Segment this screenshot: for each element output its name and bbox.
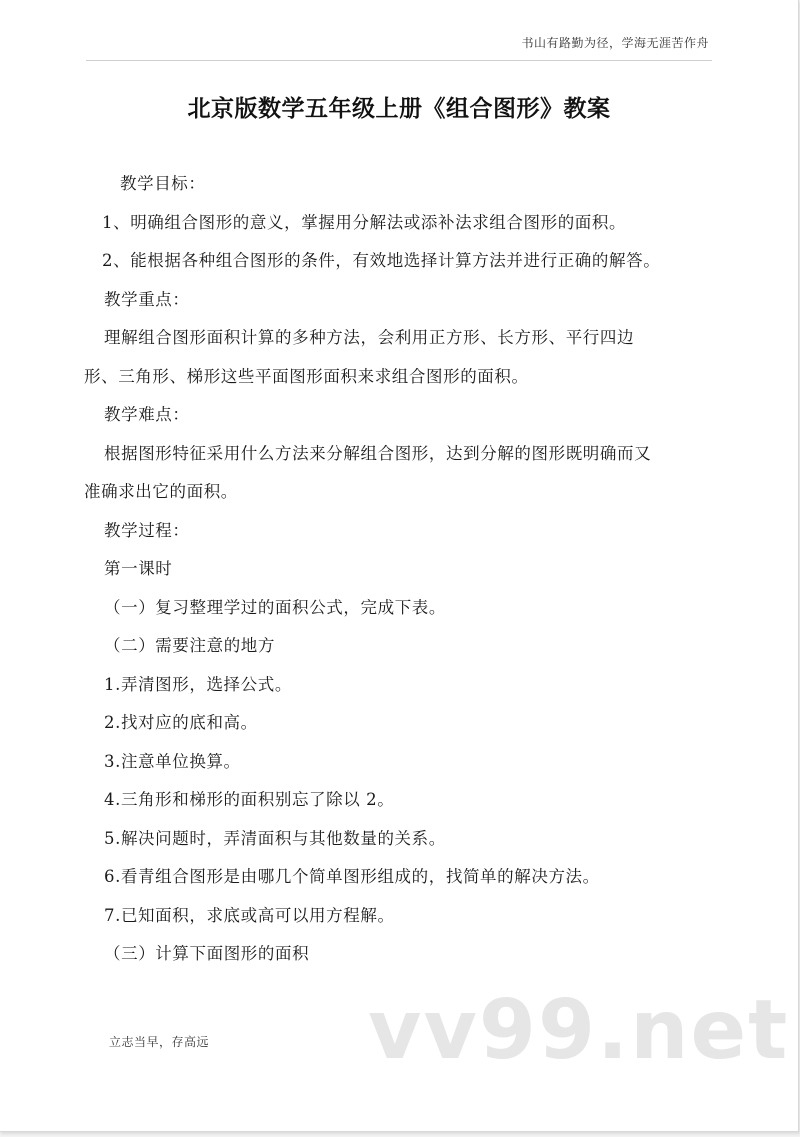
section-heading-objectives: 教学目标：: [120, 174, 206, 193]
paragraph-line: 形、三角形、梯形这些平面图形面积来求组合图形的面积。: [84, 366, 529, 386]
section-heading-difficulties: 教学难点：: [104, 405, 190, 424]
lesson-heading: 第一课时: [104, 559, 173, 578]
header-motto: 书山有路勤为径，学海无涯苦作舟: [521, 36, 709, 50]
section-heading-process: 教学过程：: [104, 520, 190, 540]
list-item: 3.注意单位换算。: [104, 751, 241, 771]
paragraph-line: 根据图形特征采用什么方法来分解组合图形，达到分解的图形既明确而又: [104, 443, 652, 463]
page-title: 北京版数学五年级上册《组合图形》教案: [187, 96, 611, 122]
objective-item: 2、能根据各种组合图形的条件，有效地选择计算方法并进行正确的解答。: [102, 251, 661, 270]
document-body: [84, 165, 719, 974]
watermark: vv99.net: [368, 983, 790, 1078]
step-heading: （二）需要注意的地方: [104, 636, 275, 655]
step-heading: （三）计算下面图形的面积: [104, 944, 310, 963]
list-item: 5.解决问题时，弄清面积与其他数量的关系。: [104, 828, 446, 848]
list-item: 2.找对应的底和高。: [104, 713, 258, 732]
paragraph-line: 准确求出它的面积。: [84, 482, 238, 501]
list-item: 7.已知面积，求底或高可以用方程解。: [104, 905, 395, 925]
list-item: 4.三角形和梯形的面积别忘了除以 2。: [104, 790, 395, 809]
footer-motto: 立志当早，存高远: [109, 1035, 210, 1049]
list-item: 1.弄清图形，选择公式。: [104, 674, 292, 694]
paragraph-line: 理解组合图形面积计算的多种方法，会利用正方形、长方形、平行四边: [104, 328, 635, 347]
header-divider: [86, 60, 712, 61]
step-heading: （一）复习整理学过的面积公式，完成下表。: [104, 597, 446, 617]
objective-item: 1、明确组合图形的意义，掌握用分解法或添补法求组合图形的面积。: [102, 212, 627, 232]
section-heading-key-points: 教学重点：: [104, 289, 190, 309]
list-item: 6.看青组合图形是由哪几个简单图形组成的，找简单的解决方法。: [104, 867, 600, 886]
